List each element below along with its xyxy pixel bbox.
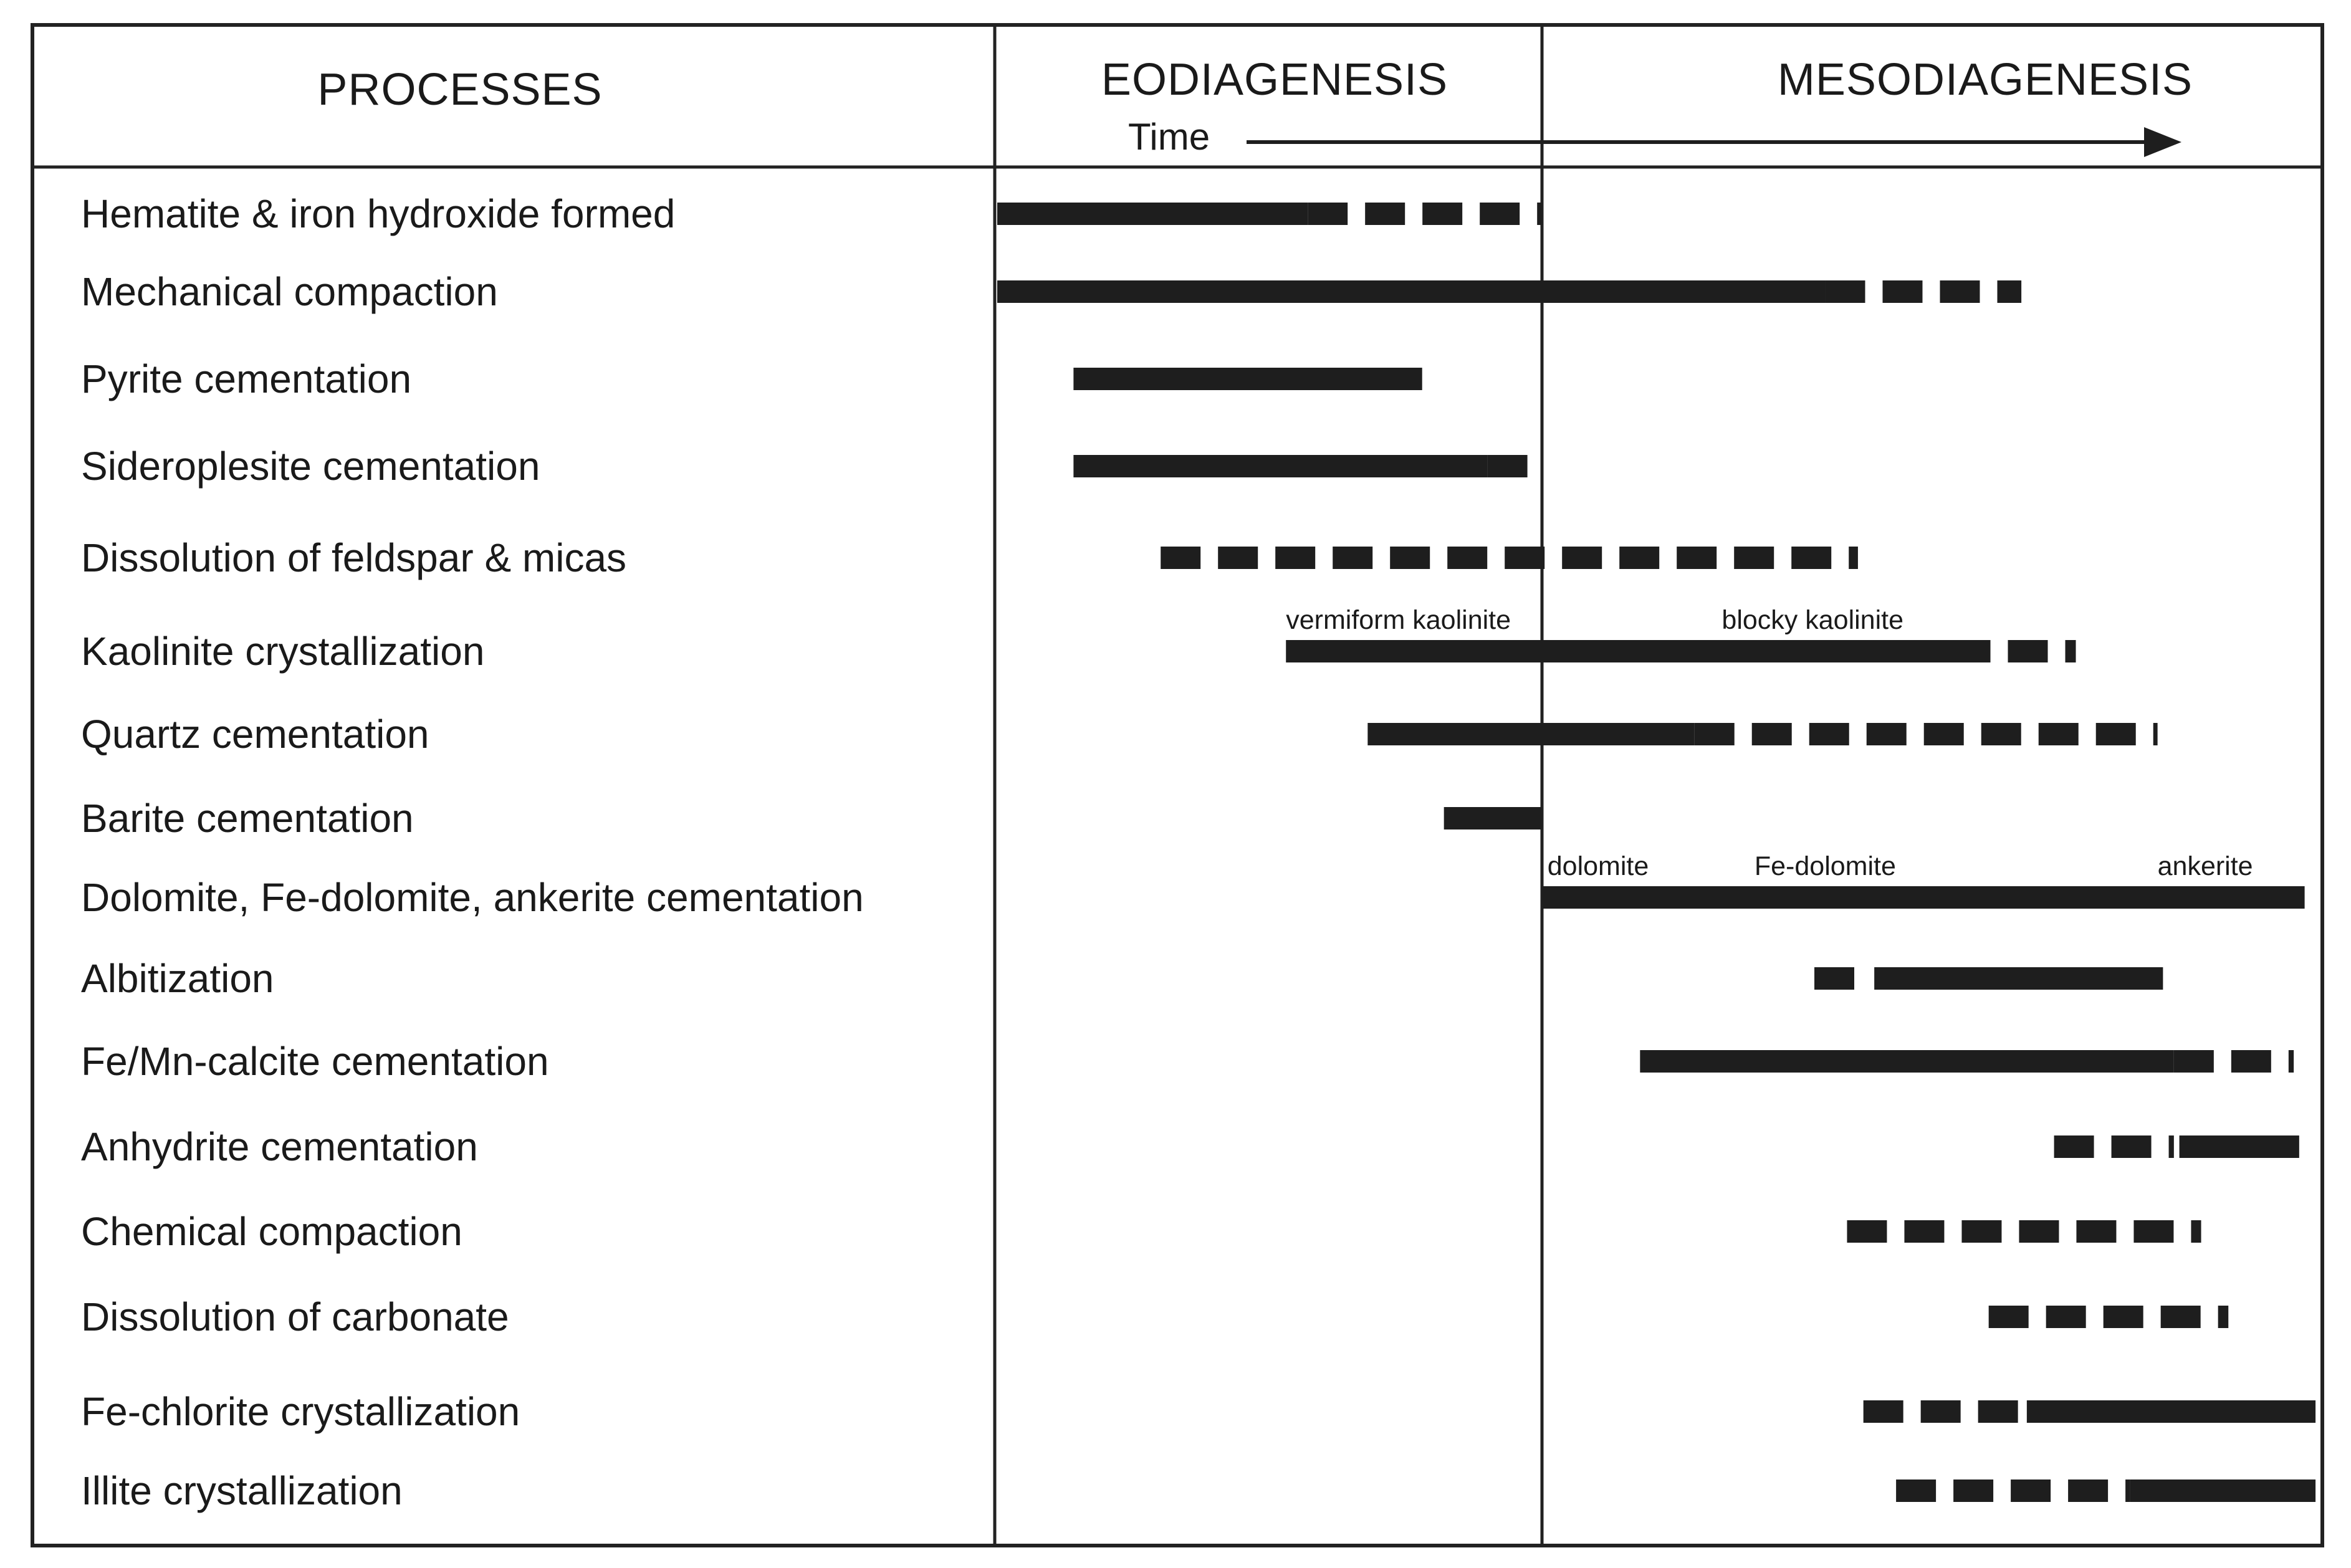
process-row [81, 356, 1422, 401]
dashed-bar-segment [1308, 203, 1348, 225]
process-row [81, 269, 2021, 314]
dashed-bar-segment [1953, 1480, 1993, 1502]
dashed-bar-segment [1695, 723, 1735, 745]
dashed-bar-segment [2068, 1480, 2108, 1502]
dashed-bar-segment [1896, 1480, 1936, 1502]
process-label: Quartz cementation [81, 712, 429, 757]
bar-annotation-label: dolomite [1547, 851, 1649, 881]
dashed-bar-segment [1809, 723, 1849, 745]
dashed-bar-segment [1677, 547, 1717, 569]
process-label: Dissolution of feldspar & micas [81, 535, 627, 580]
dashed-bar-segment [1867, 723, 1907, 745]
dashed-bar-segment [2039, 723, 2079, 745]
dashed-bar-segment [1480, 203, 1520, 225]
dashed-bar-segment [1961, 1220, 2001, 1243]
dashed-bar-segment [2289, 1050, 2294, 1073]
dashed-bar-segment [1847, 1220, 1887, 1243]
dashed-bar-segment [2112, 1135, 2152, 1158]
solid-bar-segment [1073, 368, 1422, 390]
dashed-bar-segment [2011, 1480, 2051, 1502]
process-row [81, 1209, 2201, 1254]
dashed-bar-segment [2218, 1306, 2229, 1328]
dashed-bar-segment [1924, 723, 1964, 745]
solid-bar-segment [997, 203, 1308, 225]
dashed-bar-segment [1825, 280, 1865, 303]
dashed-bar-segment [1488, 455, 1528, 477]
dashed-bar-segment [1989, 1306, 2029, 1328]
process-row [81, 1124, 2299, 1169]
dashed-bar-segment [2054, 1135, 2094, 1158]
dashed-bar-segment [2046, 1306, 2086, 1328]
dashed-bar-segment [1752, 723, 1792, 745]
process-label: Mechanical compaction [81, 269, 498, 314]
dashed-bar-segment [1365, 203, 1405, 225]
dashed-bar-segment [1333, 547, 1372, 569]
process-label: Sideroplesite cementation [81, 444, 540, 489]
processes-heading: PROCESSES [317, 65, 603, 115]
process-label: Barite cementation [81, 796, 414, 841]
process-row [81, 1468, 2315, 1513]
dashed-bar-segment [1537, 203, 1542, 225]
process-label: Kaolinite crystallization [81, 629, 485, 674]
solid-bar-segment [1640, 1050, 2174, 1073]
dashed-bar-segment [1997, 280, 2021, 303]
dashed-bar-segment [1814, 967, 1854, 990]
dashed-bar-segment [1275, 547, 1315, 569]
process-label: Chemical compaction [81, 1209, 462, 1254]
dashed-bar-segment [1390, 547, 1430, 569]
process-row [81, 1294, 2228, 1339]
process-row [81, 535, 1858, 580]
dashed-bar-segment [2161, 1306, 2201, 1328]
dashed-bar-segment [2125, 1480, 2130, 1502]
dashed-bar-segment [2104, 1306, 2143, 1328]
process-row [81, 796, 1542, 841]
solid-bar-segment [2130, 1480, 2315, 1502]
dashed-bar-segment [2066, 640, 2076, 662]
solid-bar-segment [1542, 886, 2305, 909]
dashed-bar-segment [1218, 547, 1258, 569]
process-label: Albitization [81, 956, 274, 1001]
solid-bar-segment [1367, 723, 1694, 745]
dashed-bar-segment [2153, 723, 2158, 745]
dashed-bar-segment [1619, 547, 1659, 569]
dashed-bar-segment [1882, 280, 1922, 303]
bar-annotation-label: blocky kaolinite [1721, 605, 1904, 635]
dashed-bar-segment [1981, 723, 2021, 745]
process-row [81, 712, 2158, 757]
dashed-bar-segment [2174, 1050, 2214, 1073]
process-label: Fe/Mn-calcite cementation [81, 1039, 549, 1084]
solid-bar-segment [997, 280, 1825, 303]
process-label: Anhydrite cementation [81, 1124, 478, 1169]
dashed-bar-segment [1921, 1400, 1961, 1423]
process-rows [81, 191, 2315, 1513]
dashed-bar-segment [2019, 1220, 2059, 1243]
dashed-bar-segment [1734, 547, 1774, 569]
process-label: Dolomite, Fe-dolomite, ankerite cementation [81, 875, 864, 920]
dashed-bar-segment [1791, 547, 1831, 569]
dashed-bar-segment [1849, 547, 1858, 569]
solid-bar-segment [1073, 455, 1487, 477]
solid-bar-segment [2027, 1400, 2315, 1423]
solid-bar-segment [1444, 807, 1542, 829]
process-label: Hematite & iron hydroxide formed [81, 191, 676, 236]
dashed-bar-segment [2169, 1135, 2174, 1158]
solid-bar-segment [1874, 967, 2163, 990]
bar-annotation-label: ankerite [2157, 851, 2253, 881]
dashed-bar-segment [2096, 723, 2136, 745]
process-row [81, 444, 1528, 489]
dashed-bar-segment [1562, 547, 1602, 569]
process-row [81, 191, 1542, 236]
process-label: Pyrite cementation [81, 356, 412, 401]
time-arrow-head-icon [2144, 127, 2181, 157]
process-label: Fe-chlorite crystallization [81, 1389, 520, 1434]
dashed-bar-segment [2076, 1220, 2116, 1243]
process-row [81, 1389, 2315, 1434]
process-row [81, 851, 2305, 920]
dashed-bar-segment [1864, 1400, 1903, 1423]
process-label: Dissolution of carbonate [81, 1294, 509, 1339]
solid-bar-segment [1286, 640, 1950, 662]
process-row [81, 1039, 2294, 1084]
dashed-bar-segment [1447, 547, 1487, 569]
dashed-bar-segment [1978, 1400, 2018, 1423]
eodiagenesis-heading: EODIAGENESIS [1101, 55, 1448, 105]
process-label: Illite crystallization [81, 1468, 403, 1513]
dashed-bar-segment [2133, 1220, 2173, 1243]
dashed-bar-segment [1904, 1220, 1944, 1243]
dashed-bar-segment [1505, 547, 1544, 569]
dashed-bar-segment [2191, 1220, 2201, 1243]
bar-annotation-label: vermiform kaolinite [1286, 605, 1511, 635]
process-row [81, 956, 2163, 1001]
dashed-bar-segment [1951, 640, 1991, 662]
dashed-bar-segment [1422, 203, 1462, 225]
bar-annotation-label: Fe-dolomite [1754, 851, 1896, 881]
mesodiagenesis-heading: MESODIAGENESIS [1777, 55, 2193, 105]
solid-bar-segment [2180, 1135, 2299, 1158]
dashed-bar-segment [2008, 640, 2048, 662]
dashed-bar-segment [1161, 547, 1200, 569]
dashed-bar-segment [2231, 1050, 2271, 1073]
time-label: Time [1128, 116, 1210, 158]
process-row [81, 605, 2076, 674]
dashed-bar-segment [1940, 280, 1980, 303]
